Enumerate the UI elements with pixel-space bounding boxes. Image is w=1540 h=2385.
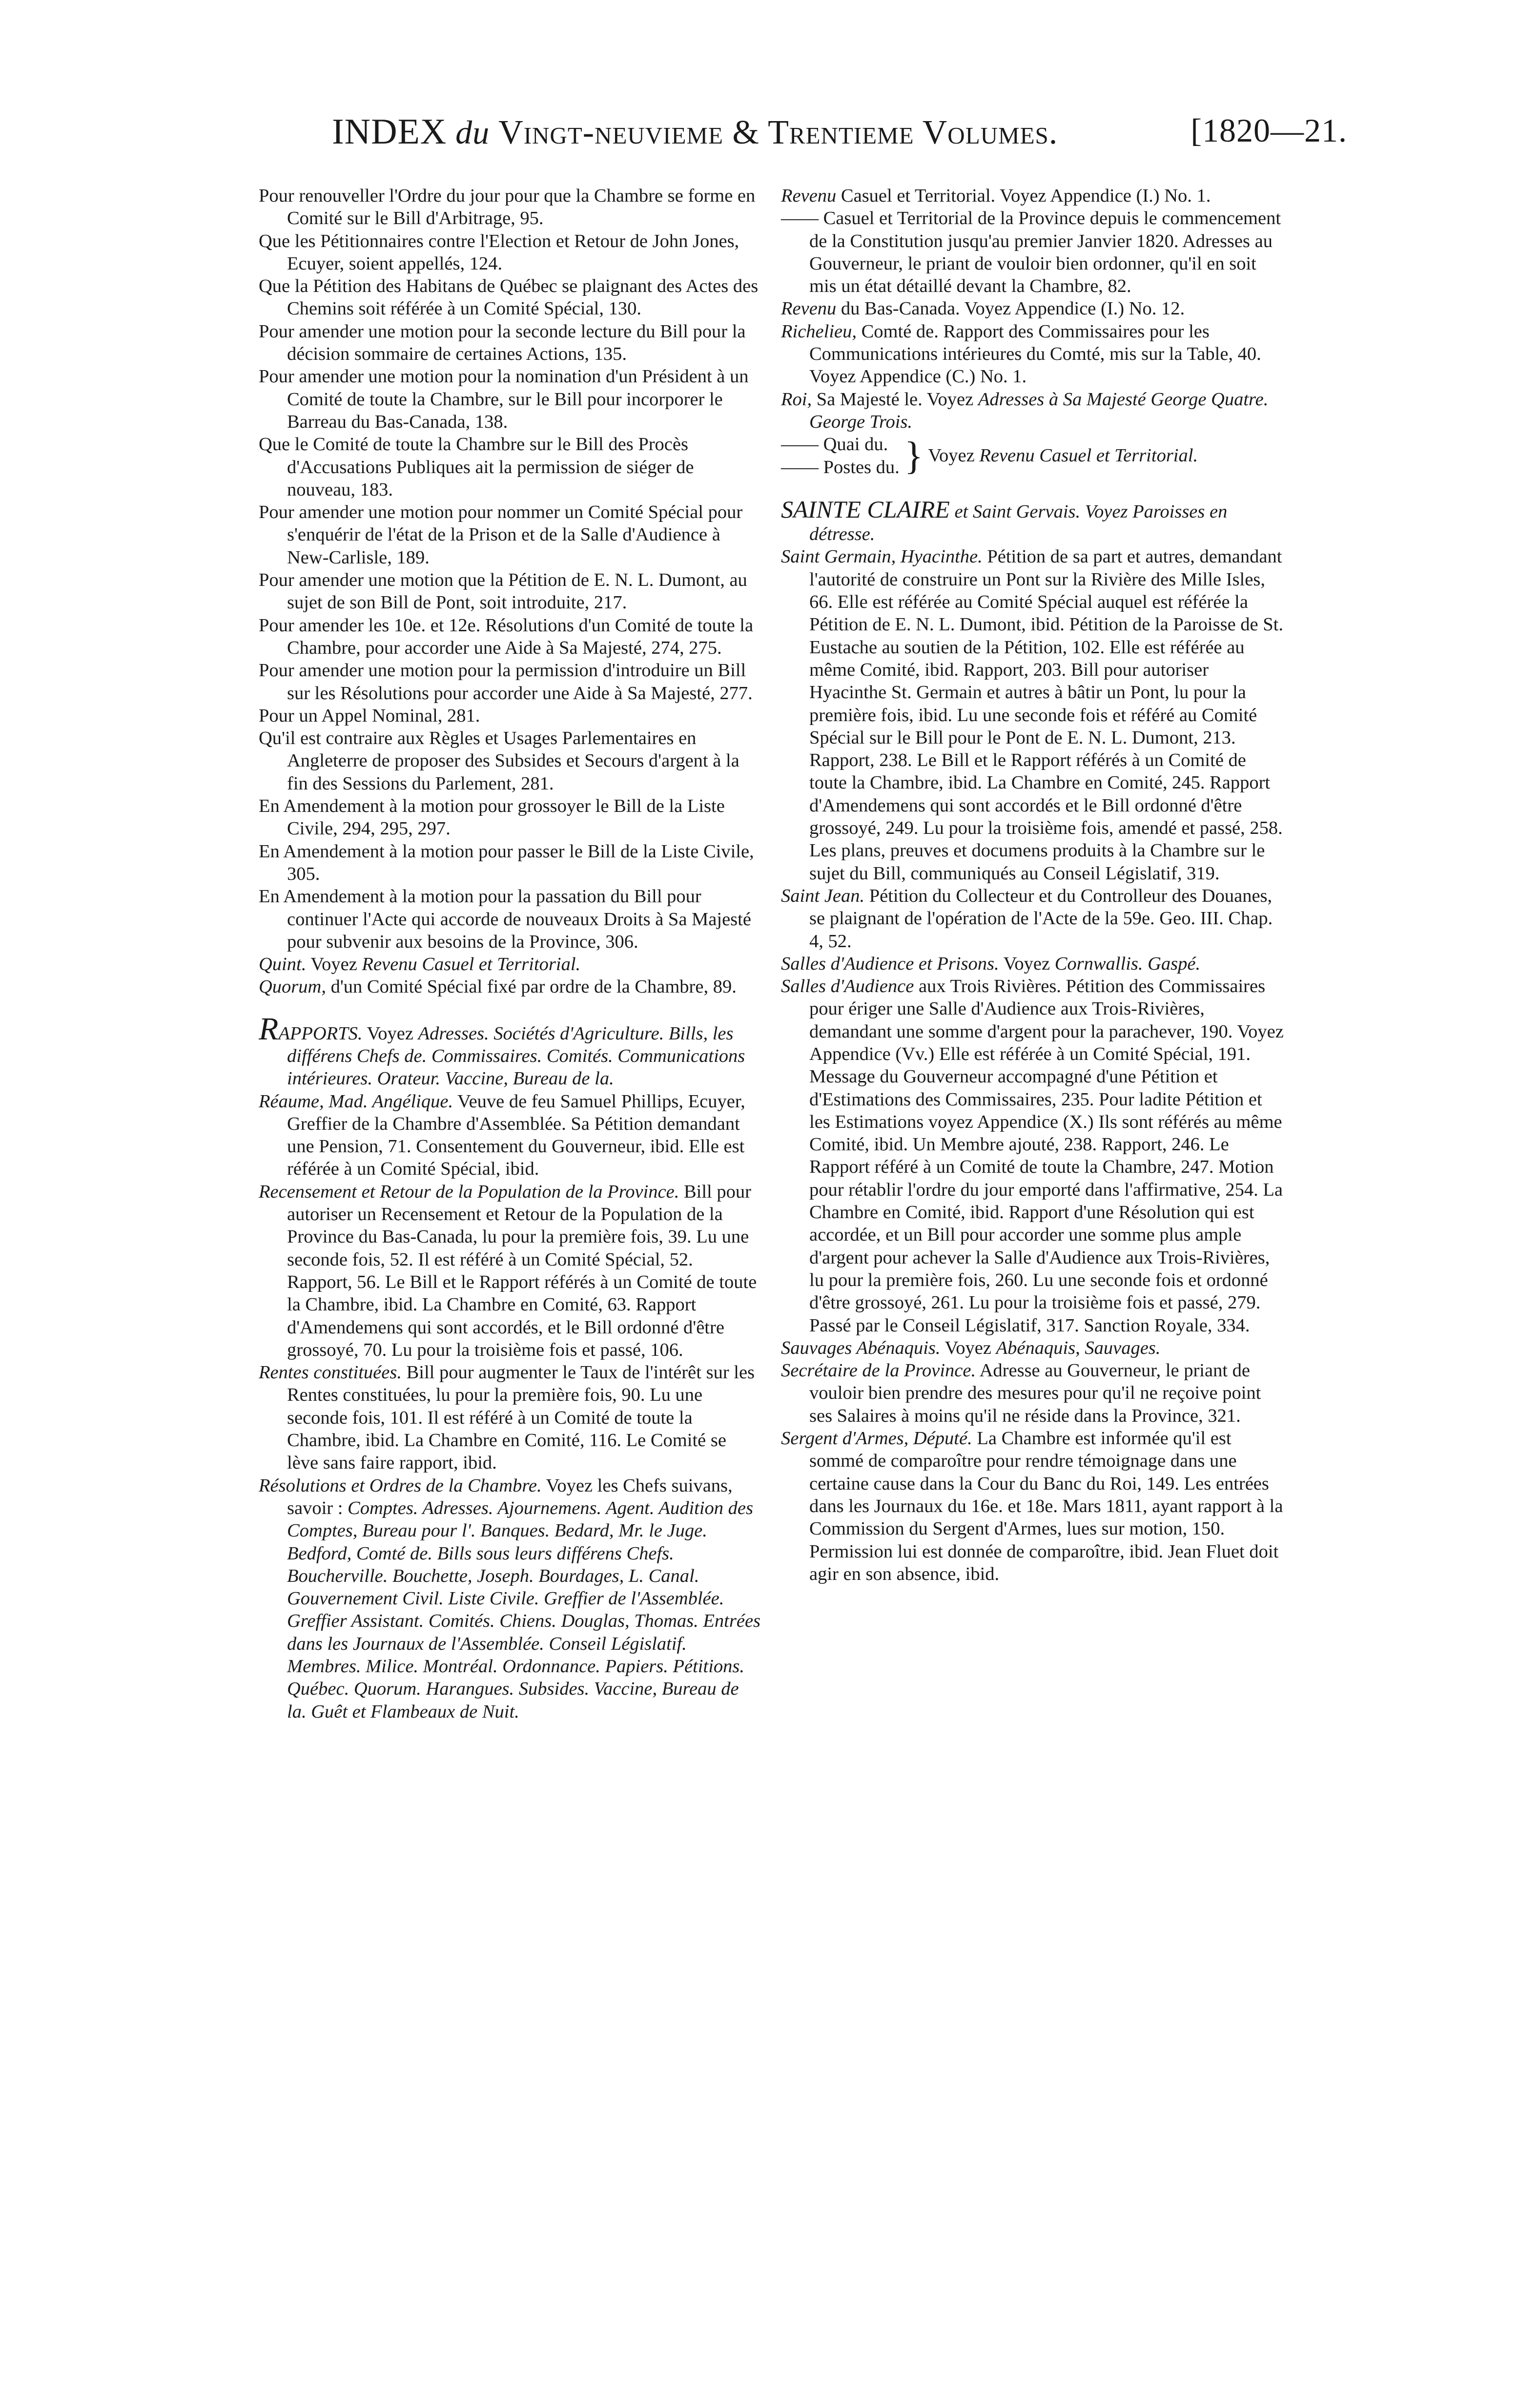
entry-salles-audience-prisons [781,953,1284,975]
entry-sainte-claire [781,495,1284,546]
index-entry: En Amendement à la motion pour passer le Bill de la Liste Civile, 305. [259,841,754,884]
entry-head: Salles d'Audience [781,976,914,997]
entry-ref: Revenu Casuel et Territorial. [979,445,1198,466]
entry-quorum [259,975,761,998]
entry-rentes [259,1361,761,1474]
entry-text: Adresse au Gouverneur, le priant de vouloir bien prendre des mesures pour qu'il ne reçoive point ses Salaires à moins qu'il ne réside dans la Province, 321. [809,1360,1261,1426]
entry-quint [259,953,761,975]
header-index: INDEX [332,112,447,152]
entry-head: Rentes constituées. [259,1362,402,1383]
entry-sauvages [781,1337,1284,1359]
entry-ref: Abénaquis, Sauvages. [996,1337,1161,1358]
header-volumes: Vingt-neuvieme & Trentieme Volumes. [498,114,1058,151]
entry-ref: Adresses. Sociétés d'Agriculture. Bills, les différens Chefs de. Commissaires. Comités. Communications intérieures. Orateur. Vaccine, Bureau de la. [287,1023,745,1089]
index-entry: Pour amender une motion pour la permission d'introduire un Bill sur les Résolutions pour accorder une Aide à Sa Majesté, 277. [259,660,753,704]
entry-quai: —— Quai du. [781,434,888,455]
entry-head: Quorum, [259,976,326,997]
entry-text: Voyez les Chefs suivans, savoir : [287,1475,733,1518]
entry-head: Quint. [259,954,307,975]
drop-capital: R [259,1011,279,1047]
entry-rapports [259,1011,761,1090]
entry-text: Voyez [310,954,357,975]
entry-head: Saint Jean. [781,885,865,906]
entry-text: La Chambre est informée qu'il est sommé de comparoître pour rendre témoignage dans une certaine cause dans la Cour du Banc du Roi, 149. Les entrées dans les Journaux du 16e. et 18e. Mars 1811, ayant rapport à la Commission du Sergent d'Armes, lues sur motion, 150. Permission lui est donnée de comparoître, ibid. Jean Fluet doit agir en son absence, ibid. [809,1428,1283,1584]
entry-head: Sauvages Abénaquis. [781,1337,941,1358]
entry-ref: Comptes. Adresses. Ajournemens. Agent. Audition des Comptes, Bureau pour l'. Banques. Bedard, Mr. le Juge. Bedford, Comté de. Bills sous leurs différens Chefs. Boucherville. Bouchette, Joseph. Bourdages, L. Canal. Gouvernement Civil. Liste Civile. Greffier de l'Assemblée. Greffier Assistant. Comités. Chiens. Douglas, Thomas. Entrées dans les Journaux de l'Assemblée. Conseil Législatif. Membres. Milice. Montréal. Ordonnance. Papiers. Pétitions. Québec. Quorum. Harangues. Subsides. Vaccine, Bureau de la. Guêt et Flambeaux de Nuit. [287,1497,761,1722]
entry-roi [781,388,1284,434]
index-entry: Que la Pétition des Habitans de Québec se plaignant des Actes des Chemins soit référée à un Comité Spécial, 130. [259,276,759,319]
entry-text: Voyez [367,1023,413,1044]
entry-text: Comté de. Rapport des Commissaires pour les Communications intérieures du Comté, mis sur la Table, 40. Voyez Appendice (C.) No. 1. [809,321,1261,387]
entry-text: Veuve de feu Samuel Phillips, Ecuyer, Greffier de la Chambre d'Assemblée. Sa Pétition demandant une Pension, 71. Consentement du Gouverneur, ibid. Elle est référée à un Comité Spécial, ibid. [287,1091,745,1180]
entry-text: d'un Comité Spécial fixé par ordre de la Chambre, 89. [330,976,737,997]
entry-text: et Saint Gervais. Voyez [954,501,1128,522]
index-entry: Pour amender une motion que la Pétition de E. N. L. Dumont, au sujet de son Bill de Pont, soit introduite, 217. [259,570,747,613]
entry-text: Voyez [1003,953,1050,974]
index-entry: Qu'il est contraire aux Règles et Usages Parlementaires en Angleterre de proposer des Subsides et Secours d'argent à la fin des Sessions du Parlement, 281. [259,728,739,794]
entry-head: Revenu [781,186,837,206]
entry-saint-germain [781,545,1284,884]
quai-postes-group [781,433,1284,478]
index-entry: Pour amender une motion pour nommer un Comité Spécial pour s'enquérir de l'état de la Prison et de la Salle d'Audience à New-Carlisle, 189. [259,502,743,568]
entry-head: Secrétaire de la Province. [781,1360,976,1381]
entry-revenu-sub: —— Casuel et Territorial de la Province depuis le commencement de la Constitution jusqu'au premier Janvier 1820. Adresses au Gouverneur, le priant de vouloir bien ordonner, qu'il en soit mis un état détaillé devant la Chambre, 82. [781,208,1281,297]
index-entry: En Amendement à la motion pour la passation du Bill pour continuer l'Acte qui accorde de nouveaux Droits à Sa Majesté pour subvenir aux besoins de la Province, 306. [259,886,751,952]
entry-revenu-bas-canada [781,297,1284,320]
entry-head: Réaume, Mad. Angélique. [259,1091,453,1112]
entry-head: Roi, [781,389,812,410]
page-header [332,111,1347,165]
index-entry: Pour un Appel Nominal, 281. [259,705,480,726]
entry-recensement [259,1181,761,1361]
entry-head: Résolutions et Ordres de la Chambre. [259,1475,542,1496]
entry-revenu [781,185,1284,207]
entry-sergent [781,1427,1284,1585]
entry-text: Pétition du Collecteur et du Controlleur des Douanes, se plaignant de l'opération de l'Acte de la 59e. Geo. III. Chap. 4, 52. [809,885,1273,952]
entry-text: Pétition de sa part et autres, demandant l'autorité de construire un Pont sur la Rivière des Mille Isles, 66. Elle est référée au Comité Spécial auquel est référée la Pétition de E. N. L. Dumont, ibid. Pétition de la Paroisse de St. Eustache au soutien de la Pétition, 102. Elle est référée au même Comité, ibid. Rapport, 203. Bill pour autoriser Hyacinthe St. Germain et autres à bâtir un Pont, lu pour la première fois, ibid. Lu une seconde fois et référé au Comité Spécial sur le Bill pour le Pont de E. N. L. Dumont, 213. Rapport, 238. Le Bill et le Rapport référés à un Comité de toute la Chambre, ibid. La Chambre en Comité, 245. Rapport d'Amendemens qui sont accordés et le Bill ordonné d'être grossoyé, 249. Lu pour la troisième fois, amendé et passé, 258. Les plans, preuves et documens produits à la Chambre sur le sujet du Bill, communiqués au Conseil Législatif, 319. [809,546,1283,884]
entry-ref: Revenu Casuel et Territorial. [362,954,581,975]
header-du: du [455,114,490,151]
entry-head: Salles d'Audience et Prisons. [781,953,999,974]
index-entry: En Amendement à la motion pour grossoyer le Bill de la Liste Civile, 294, 295, 297. [259,796,725,839]
entry-head: APPORTS. [278,1023,363,1044]
entry-saint-jean [781,885,1284,953]
index-entry: Que le Comité de toute la Chambre sur le Bill des Procès d'Accusations Publiques ait la permission de siéger de nouveau, 183. [259,434,694,500]
entry-text: Bill pour autoriser un Recensement et Retour de la Population de la Province du Bas-Canada, lu pour la première fois, 39. Lu une seconde fois, 52. Il est référé à un Comité Spécial, 52. Rapport, 56. Le Bill et le Rapport référés à un Comité de toute la Chambre, ibid. La Chambre en Comité, 63. Rapport d'Amendemens qui sont accordés, et le Bill ordonné d'être grossoyé, 70. Lu pour la troisième fois et passé, 106. [287,1181,757,1360]
entry-head: Richelieu, [781,321,857,342]
entry-text: Casuel et Territorial. Voyez Appendice (I.) No. 1. [841,186,1211,206]
index-entry: Pour amender une motion pour la seconde lecture du Bill pour la décision sommaire de certaines Actions, 135. [259,321,746,365]
index-entry: Pour renouveller l'Ordre du jour pour que la Chambre se forme en Comité sur le Bill d'Arbitrage, 95. [259,186,756,229]
entry-head: Sergent d'Armes, Député. [781,1428,972,1449]
entry-salles-audience [781,975,1284,1337]
entry-text: Voyez [945,1337,991,1358]
brace-glyph: } [904,434,924,477]
entry-ref: Paroisses en détresse. [809,501,1228,545]
entry-text: aux Trois Rivières. Pétition des Commissaires pour ériger une Salle d'Audience aux Trois-Rivières, demandant une somme d'argent pour la parachever, 190. Voyez Appendice (Vv.) Elle est référée à un Comité Spécial, 191. Message du Gouverneur accompagné d'une Pétition et d'Estimations des Commissaires, 235. Pour ladite Pétition et les Estimations voyez Appendice (X.) Ils sont référés au même Comité, ibid. Un Membre ajouté, 238. Rapport, 246. Le Rapport référé à un Comité de toute la Chambre, 247. Motion pour rétablir l'ordre du jour emporté dans l'affirmative, 254. La Chambre en Comité, ibid. Rapport d'une Résolution qui est accordée, et un Bill pour accorder une somme plus ample d'argent pour achever la Salle d'Audience aux Trois-Rivières, lu pour la première fois, 260. Lu une seconde fois et ordonné d'être grossoyé, 261. Lu pour la troisième fois et passé, 279. Passé par le Conseil Législatif, 317. Sanction Royale, 334. [809,976,1284,1336]
index-entry: Pour amender les 10e. et 12e. Résolutions d'un Comité de toute la Chambre, pour accorder une Aide à Sa Majesté, 274, 275. [259,615,754,658]
index-entry: Que les Pétitionnaires contre l'Election et Retour de John Jones, Ecuyer, soient appellés, 124. [259,230,739,274]
entry-text: Bill pour augmenter le Taux de l'intérêt sur les Rentes constituées, lu pour la première fois, 90. Lu une seconde fois, 101. Il est référé à un Comité de toute la Chambre, ibid. La Chambre en Comité, 116. Le Comité se lève sans faire rapport, ibid. [287,1362,755,1473]
left-column [259,185,761,1723]
entry-text: du Bas-Canada. Voyez Appendice (I.) No. 12. [841,298,1185,319]
header-years: [1820—21. [1191,112,1347,149]
entry-text: Sa Majesté le. Voyez [816,389,974,410]
entry-head: SAINTE CLAIRE [781,495,950,523]
entry-text: Voyez [928,445,975,466]
entry-head: Revenu [781,298,837,319]
entry-postes: —— Postes du. [781,456,900,477]
entry-ref: Adresses à Sa Majesté George Quatre. George Trois. [809,389,1269,432]
entry-secretaire [781,1359,1284,1427]
entry-head: Recensement et Retour de la Population de la Province. [259,1181,679,1202]
entry-resolutions [259,1474,761,1723]
entry-head: Saint Germain, Hyacinthe. [781,546,983,567]
entry-ref: Cornwallis. Gaspé. [1054,953,1201,974]
entry-richelieu [781,320,1284,388]
entry-reaume [259,1090,761,1181]
index-entry: Pour amender une motion pour la nomination d'un Président à un Comité de toute la Chambre, sur le Bill pour incorporer le Barreau du Bas-Canada, 138. [259,366,749,432]
right-column [781,185,1284,1585]
